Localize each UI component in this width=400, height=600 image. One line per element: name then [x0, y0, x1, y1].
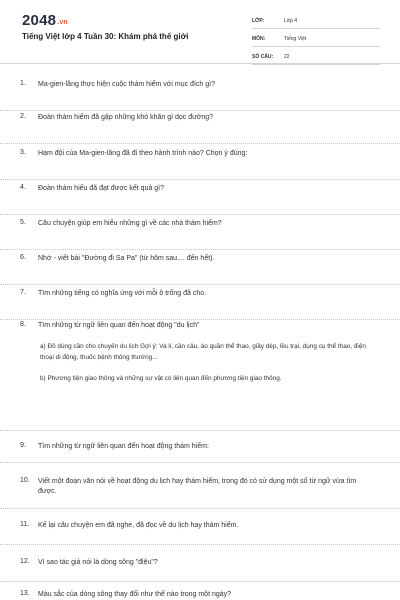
question-divider — [0, 462, 400, 463]
question-sub-b: b) Phương tiện giao thông và những sự vật có liên quan đến phương tiện giao thông. — [40, 375, 282, 382]
question-divider — [0, 214, 400, 215]
question-divider — [0, 544, 400, 545]
question-divider — [0, 110, 400, 111]
question-divider — [0, 143, 400, 144]
meta-label: SỐ CÂU: — [252, 54, 274, 60]
question-number: 12. — [20, 558, 30, 565]
question-number: 4. — [20, 184, 26, 191]
site-logo[interactable] — [22, 12, 68, 29]
document-title: Tiếng Việt lớp 4 Tuần 30: Khám phá thế giới — [22, 32, 189, 41]
question-divider — [0, 249, 400, 250]
question-number: 10. — [20, 477, 30, 484]
question-text: Nhớ - viết bài "Đường đi Sa Pa" (từ hôm sau.... đến hết). — [38, 255, 215, 262]
question-text: Đoàn thám hiểu đã đạt được kết quả gì? — [38, 185, 165, 192]
question-number: 11. — [20, 521, 30, 528]
question-number: 5. — [20, 219, 26, 226]
question-text: Kể lại câu chuyện em đã nghe, đã đọc về du lịch hay thám hiểm. — [38, 522, 239, 529]
question-number: 13. — [20, 590, 30, 597]
meta-value: Lớp 4 — [284, 18, 298, 24]
logo-main: 2048 — [22, 12, 57, 29]
document-header — [0, 0, 400, 62]
question-divider — [0, 430, 400, 431]
meta-row-subject — [252, 32, 380, 47]
question-number: 3. — [20, 149, 26, 156]
question-sub-a: a) Đồ dùng cần cho chuyến du lịch Gợi ý: Va li, cần câu, áo quần thể thao, giầy dép, lều trại, dụng cụ thể thao, điện thoại di động, thuốc bệnh thông thường... — [40, 343, 366, 361]
question-text: Hạm đội của Ma-gien-lăng đã đi theo hành trình nào? Chọn ý đúng: — [38, 150, 248, 157]
question-number: 7. — [20, 289, 26, 296]
header-divider — [0, 63, 400, 64]
meta-info — [252, 14, 380, 68]
meta-value: Tiếng Việt — [284, 36, 307, 42]
meta-row-class — [252, 14, 380, 29]
question-divider — [0, 179, 400, 180]
question-text: Câu chuyện giúp em hiểu những gì về các nhà thám hiểm? — [38, 220, 222, 227]
question-divider — [0, 284, 400, 285]
question-text: Tìm những từ ngữ liên quan đến hoạt động "du lịch" — [38, 322, 200, 329]
question-divider — [0, 581, 400, 582]
question-text: Tìm những từ ngữ liên quan đến hoạt động thám hiểm: — [38, 443, 209, 450]
question-text: Ma-gien-lăng thực hiện cuộc thám hiểm với mục đích gì? — [38, 81, 215, 88]
meta-label: MÔN: — [252, 36, 266, 42]
question-text: Vì sao tác giả nói là dòng sông "điệu"? — [38, 559, 158, 566]
question-divider — [0, 319, 400, 320]
question-number: 2. — [20, 113, 26, 120]
question-divider — [0, 508, 400, 509]
question-text: Tìm những tiếng có nghĩa ứng với mỗi ô trống đã cho. — [38, 290, 207, 297]
question-text: Viết một đoạn văn nói về hoạt động du lịch hay thám hiểm, trong đó có sử dụng một số từ ngữ vừa tìm được. — [38, 478, 357, 495]
question-number: 8. — [20, 321, 26, 328]
meta-label: LỚP: — [252, 18, 265, 24]
question-number: 1. — [20, 80, 26, 87]
meta-value: 22 — [284, 54, 290, 60]
question-number: 6. — [20, 254, 26, 261]
question-text: Đoàn thám hiểm đã gặp những khó khăn gì dọc đường? — [38, 114, 214, 121]
question-text: Màu sắc của dòng sông thay đổi như thế nào trong một ngày? — [38, 591, 232, 598]
logo-tld: .vn — [57, 19, 68, 26]
question-number: 9. — [20, 442, 26, 449]
